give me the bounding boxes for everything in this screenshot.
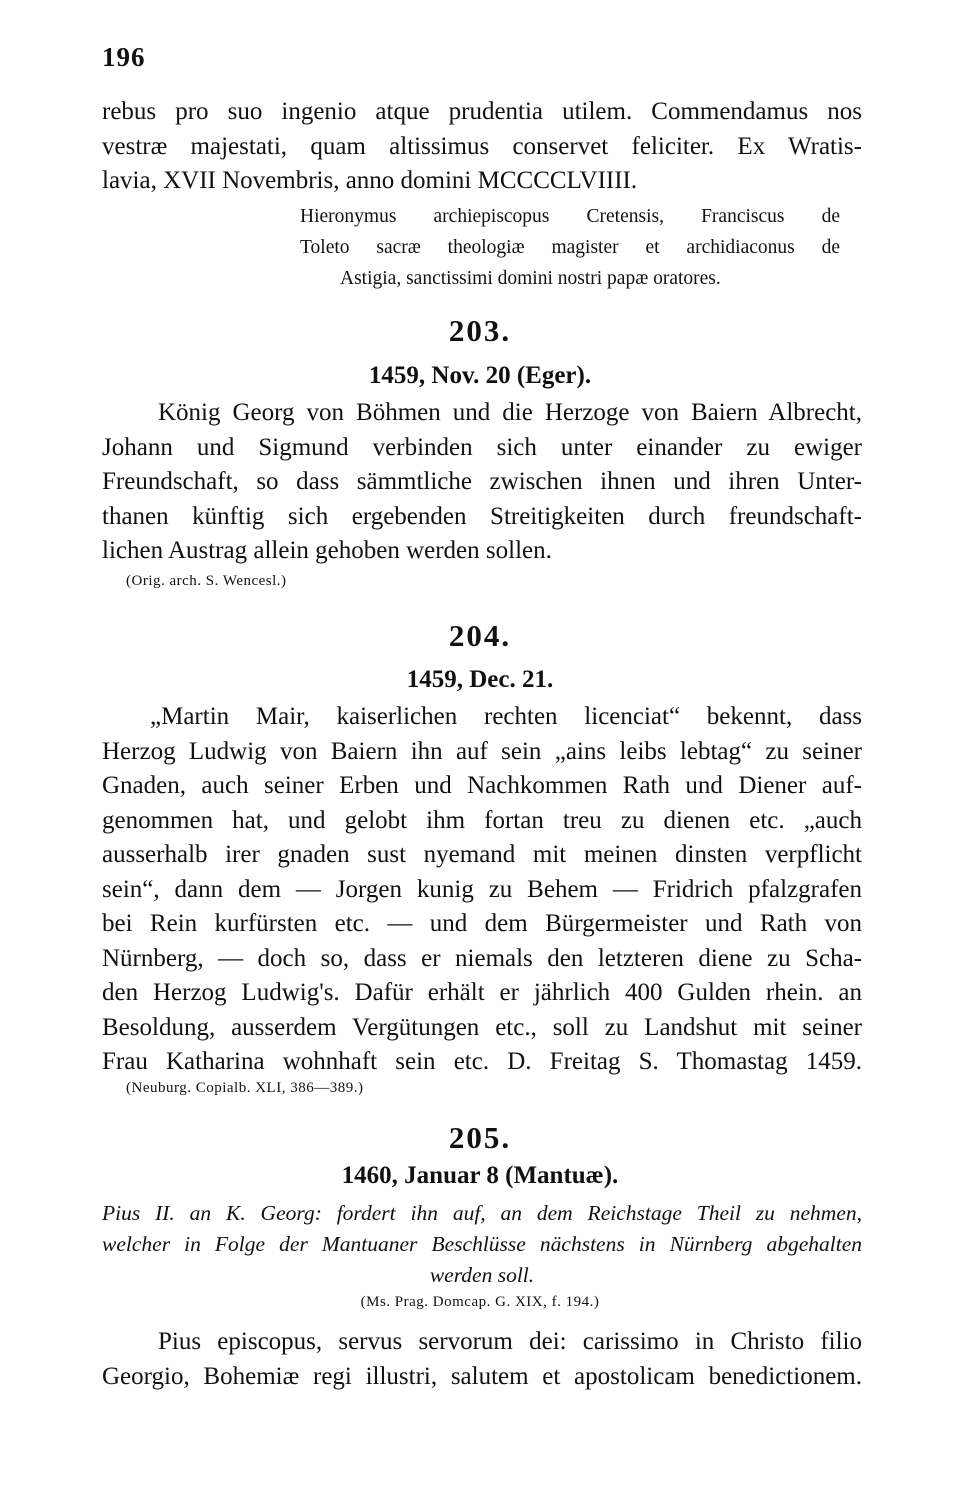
signature-line: Hieronymus archiepiscopus Cretensis, Franciscus de [300,206,840,227]
summary-line: welcher in Folge der Mantuaner Beschlüsse nächstens in Nürnberg abgehalten [102,1232,862,1256]
text-line: lavia, XVII Novembris, anno domini MCCCCLVIIII. [102,167,638,194]
text-line: Freundschaft, so dass sämmtliche zwischen ihnen und ihren Unter- [102,468,862,495]
signature-block [300,201,840,294]
text-line: lichen Austrag allein gehoben werden sollen. [102,537,552,564]
doc-204-regest [102,700,862,1080]
page-number: 196 [102,42,146,72]
text-line: König Georg von Böhmen und die Herzoge von Baiern Albrecht, [158,399,862,426]
text-line: genommen hat, und gelobt ihm fortan treu zu dienen etc. „auch [102,806,862,834]
doc-205-source: (Ms. Prag. Domcap. G. XIX, f. 194.) [360,1294,600,1310]
summary-line: werden soll. [429,1263,535,1287]
text-line: Besoldung, ausserdem Vergütungen etc., soll zu Landshut mit seiner [102,1013,862,1041]
doc-204-number: 204. [448,618,512,653]
text-line: Pius episcopus, servus servorum dei: carissimo in Christo filio [158,1328,862,1355]
doc-205-date: 1460, Januar 8 (Mantuæ). [341,1162,619,1189]
doc-204-source: (Neuburg. Copialb. XLI, 386—389.) [126,1080,364,1096]
text-line: thanen künftig sich ergebenden Streitigkeiten durch freundschaft- [102,502,862,530]
text-line: den Herzog Ludwig's. Dafür erhält er jährlich 400 Gulden rhein. an [102,979,862,1006]
text-line: bei Rein kurfürsten etc. — und dem Bürgermeister und Rath von [102,910,862,937]
doc-203-number: 203. [448,313,512,348]
text-line: Georgio, Bohemiæ regi illustri, salutem et apostolicam benedictionem. [102,1362,862,1390]
summary-line: Pius II. an K. Georg: fordert ihn auf, an dem Reichstage Theil zu nehmen, [102,1201,862,1225]
signature-line: Toleto sacræ theologiæ magister et archidiaconus de [300,237,840,258]
doc-205-text [102,1325,862,1394]
text-line: Frau Katharina wohnhaft sein etc. D. Freitag S. Thomastag 1459. [102,1048,862,1075]
text-line: Johann und Sigmund verbinden sich unter einander zu ewiger [102,433,862,461]
doc-203-date: 1459, Nov. 20 (Eger). [368,362,592,389]
doc-203-source: (Orig. arch. S. Wencesl.) [126,573,287,589]
text-line: vestræ majestati, quam altissimus conservet feliciter. Ex Wratis- [102,132,862,160]
text-line: rebus pro suo ingenio atque prudentia utilem. Commendamus nos [102,98,862,125]
text-line: ausserhalb irer gnaden sust nyemand mit meinen dinsten verpflicht [102,841,862,868]
doc-205-number: 205. [448,1120,512,1155]
doc-204-date: 1459, Dec. 21. [406,666,554,693]
signature-line: Astigia, sanctissimi domini nostri papæ oratores. [340,268,721,289]
text-line: Nürnberg, — doch so, dass er niemals den letzteren diene zu Scha- [102,944,862,972]
text-line: „Martin Mair, kaiserlichen rechten licenciat“ bekennt, dass [150,703,862,730]
intro-paragraph [102,95,862,199]
doc-203-regest [102,396,862,569]
text-line: Gnaden, auch seiner Erben und Nachkommen Rath und Diener auf- [102,772,862,799]
doc-205-summary [102,1198,862,1291]
text-line: Herzog Ludwig von Baiern ihn auf sein „ains leibs lebtag“ zu seiner [102,737,862,765]
text-line: sein“, dann dem — Jorgen kunig zu Behem — Fridrich pfalzgrafen [102,875,862,903]
